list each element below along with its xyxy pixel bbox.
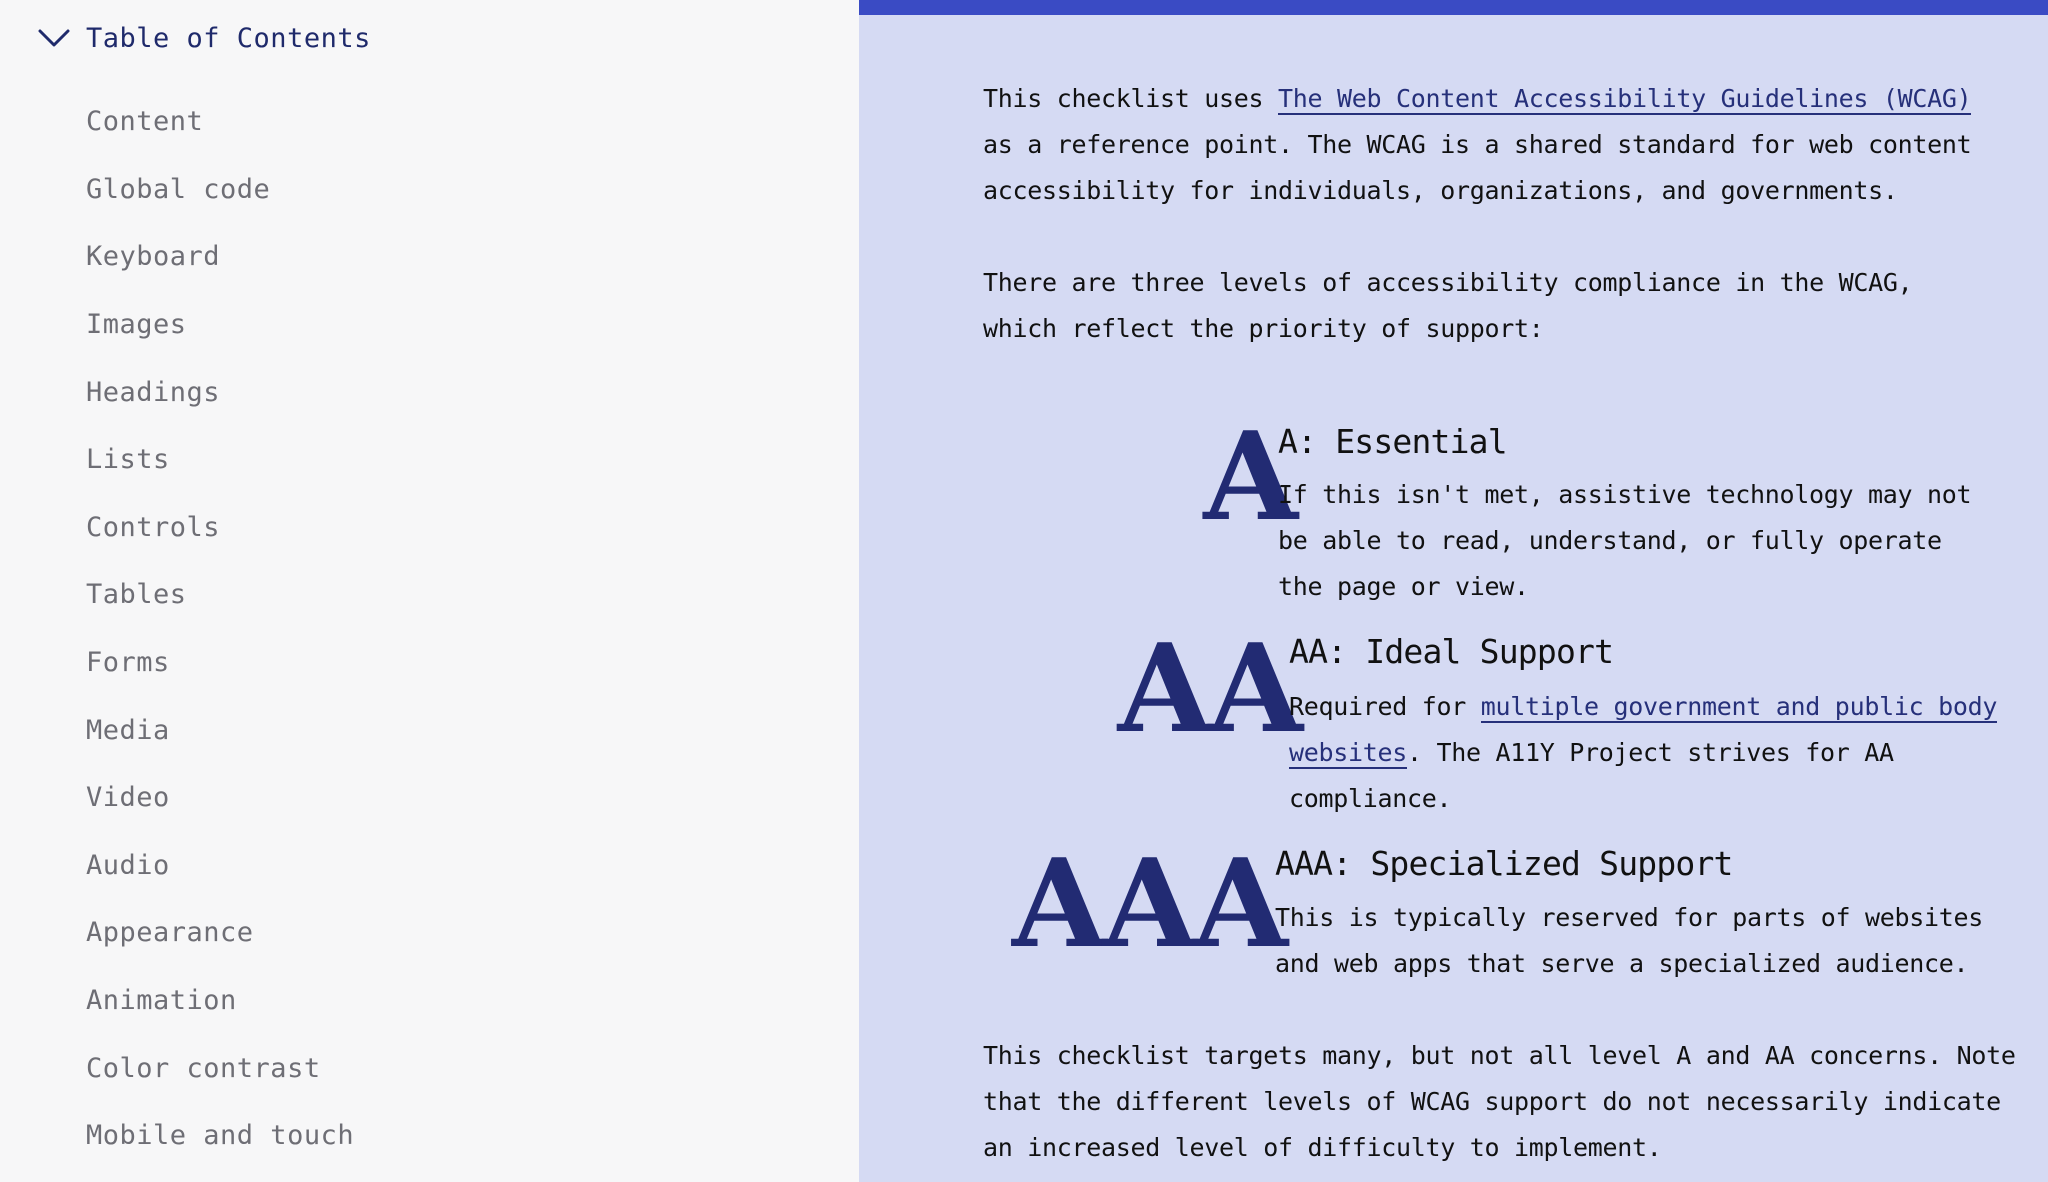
- intro-text-after: as a reference point. The WCAG is a shared standard for web content accessibility for individuals, organizations, and governments.: [983, 130, 1972, 205]
- toc-item-color-contrast: [86, 1034, 354, 1102]
- chevron-down-icon: [38, 26, 72, 50]
- toc-item-appearance: [86, 899, 354, 967]
- toc-title: Table of Contents: [86, 22, 371, 54]
- toc-item-global-code: [86, 156, 354, 224]
- table-of-contents-sidebar: [0, 0, 859, 1182]
- toc-link[interactable]: Global code: [86, 173, 271, 205]
- toc-item-audio: [86, 832, 354, 900]
- toc-link[interactable]: Video: [86, 782, 170, 814]
- toc-toggle[interactable]: [38, 14, 371, 62]
- toc-item-mobile-and-touch: [86, 1102, 354, 1170]
- level-aa-mark: AA: [1117, 616, 1299, 760]
- toc-item-animation: [86, 967, 354, 1035]
- level-aaa-mark: AAA: [1012, 831, 1284, 975]
- level-aa-description: [1289, 684, 2009, 822]
- level-aa-description-text-after: . The A11Y Project strives for AA compliance.: [1289, 738, 1894, 813]
- toc-item-images: [86, 291, 354, 359]
- toc-link[interactable]: Mobile and touch: [86, 1120, 355, 1152]
- toc-item-controls: [86, 494, 354, 562]
- level-aa-description-text: Required for: [1289, 692, 1481, 721]
- toc-link[interactable]: Tables: [86, 579, 187, 611]
- toc-link[interactable]: Color contrast: [86, 1052, 321, 1084]
- toc-item-lists: [86, 426, 354, 494]
- intro-paragraph: [983, 76, 1993, 214]
- levels-intro-paragraph: There are three levels of accessibility compliance in the WCAG, which reflect the priority of support:: [983, 268, 1913, 343]
- toc-list: [86, 88, 354, 1170]
- toc-link[interactable]: Appearance: [86, 917, 254, 949]
- closing-paragraph: This checklist targets many, but not all level A and AA concerns. Note that the different levels of WCAG support do not necessarily indicate an increased level of difficulty to implement.: [983, 1041, 2016, 1162]
- wcag-link[interactable]: The Web Content Accessibility Guidelines (WCAG): [1278, 84, 1972, 113]
- toc-item-keyboard: [86, 223, 354, 291]
- toc-link[interactable]: Controls: [86, 511, 221, 543]
- toc-item-content: [86, 88, 354, 156]
- toc-item-video: [86, 764, 354, 832]
- level-aaa-title: AAA: Specialized Support: [1275, 844, 1733, 883]
- toc-link[interactable]: Forms: [86, 647, 170, 679]
- toc-link[interactable]: Content: [86, 106, 204, 138]
- toc-item-tables: [86, 561, 354, 629]
- toc-item-forms: [86, 629, 354, 697]
- level-a-mark: A: [1203, 404, 1294, 548]
- toc-link[interactable]: Images: [86, 309, 187, 341]
- toc-item-headings: [86, 358, 354, 426]
- toc-link[interactable]: Headings: [86, 376, 221, 408]
- level-a-title: A: Essential: [1278, 422, 1507, 461]
- toc-link[interactable]: Animation: [86, 985, 237, 1017]
- toc-link[interactable]: Audio: [86, 849, 170, 881]
- level-aa-title: AA: Ideal Support: [1289, 632, 1614, 671]
- toc-link[interactable]: Keyboard: [86, 241, 221, 273]
- main-content: [859, 0, 2048, 1182]
- intro-text: This checklist uses: [983, 84, 1279, 113]
- level-a-description: If this isn't met, assistive technology may not be able to read, understand, or fully operate the page or view.: [1278, 480, 1972, 601]
- toc-link[interactable]: Media: [86, 714, 170, 746]
- toc-item-media: [86, 696, 354, 764]
- government-websites-link[interactable]: multiple government and public body websites: [1289, 692, 1998, 767]
- accent-top-bar: [859, 0, 2048, 15]
- level-aaa-description: This is typically reserved for parts of websites and web apps that serve a specialized audience.: [1275, 903, 1984, 978]
- toc-link[interactable]: Lists: [86, 444, 170, 476]
